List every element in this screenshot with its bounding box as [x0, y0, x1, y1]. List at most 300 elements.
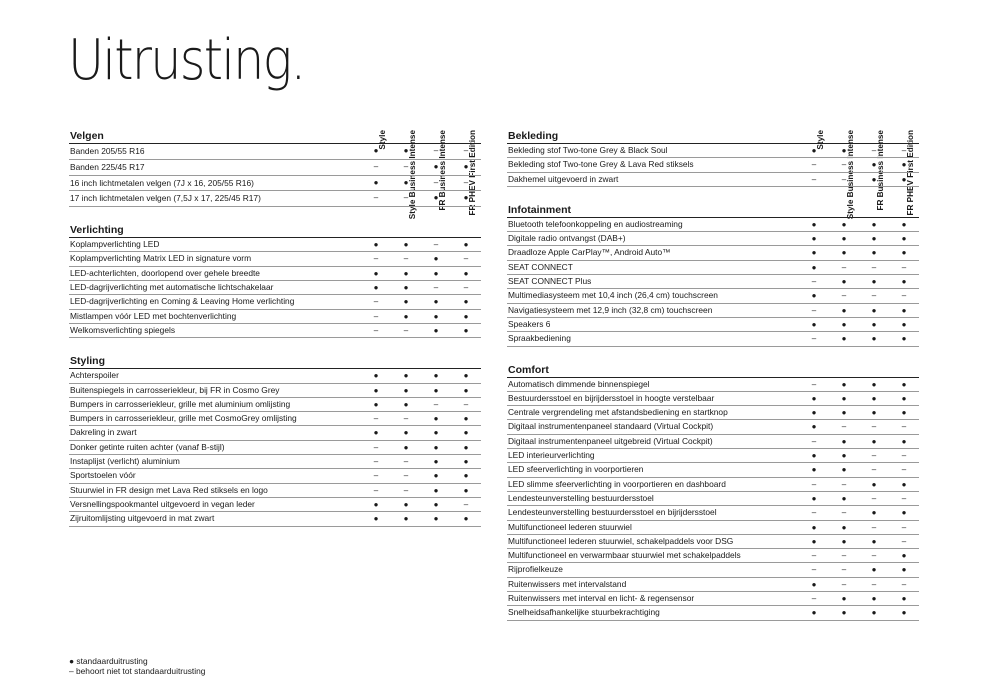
- not-standard-dash-icon: –: [403, 485, 409, 495]
- table-row: [507, 158, 919, 172]
- not-standard-dash-icon: –: [901, 262, 907, 272]
- feature-label: Digitaal instrumentenpaneel uitgebreid (Virtual Cockpit): [508, 435, 713, 446]
- table-row: [507, 289, 919, 303]
- not-standard-dash-icon: –: [841, 579, 847, 589]
- not-standard-dash-icon: –: [373, 254, 379, 264]
- not-standard-dash-icon: –: [871, 522, 877, 532]
- table-row: [507, 232, 919, 246]
- standard-dot-icon: ●: [901, 594, 907, 604]
- standard-dot-icon: ●: [373, 499, 379, 509]
- table-row: [507, 332, 919, 346]
- table-row: [507, 549, 919, 563]
- standard-dot-icon: ●: [841, 379, 847, 389]
- standard-dot-icon: ●: [901, 234, 907, 244]
- standard-dot-icon: ●: [463, 161, 469, 171]
- standard-dot-icon: ●: [841, 465, 847, 475]
- standard-dot-icon: ●: [841, 146, 847, 155]
- table-row: [69, 426, 481, 440]
- column-header-style: [367, 69, 397, 150]
- not-standard-dash-icon: –: [811, 479, 817, 489]
- section-verlichting: [69, 221, 481, 338]
- page-title: Uitrusting.: [68, 28, 305, 93]
- not-standard-dash-icon: –: [841, 262, 847, 272]
- not-standard-dash-icon: –: [901, 522, 907, 532]
- table-row: [69, 512, 481, 526]
- standard-dot-icon: ●: [901, 393, 907, 403]
- section-title: Verlichting: [70, 224, 124, 237]
- table-row: [507, 378, 919, 392]
- feature-label: Rijprofielkeuze: [508, 564, 563, 575]
- standard-dot-icon: ●: [871, 174, 877, 184]
- standard-dot-icon: ●: [811, 234, 817, 244]
- feature-label: 17 inch lichtmetalen velgen (7,5J x 17, 225/45 R17): [70, 193, 261, 204]
- standard-dot-icon: ●: [811, 219, 817, 229]
- not-standard-dash-icon: –: [373, 297, 379, 307]
- standard-dot-icon: ●: [901, 319, 907, 329]
- not-standard-dash-icon: –: [811, 379, 817, 389]
- standard-dot-icon: ●: [403, 297, 409, 307]
- table-row: [69, 295, 481, 309]
- not-standard-dash-icon: –: [433, 399, 439, 409]
- standard-dot-icon: ●: [463, 442, 469, 452]
- not-standard-dash-icon: –: [403, 161, 409, 171]
- feature-label: LED sfeerverlichting in voorportieren: [508, 464, 644, 475]
- standard-dot-icon: ●: [901, 479, 907, 489]
- feature-label: Snelheidsafhankelijke stuurbekrachtiging: [508, 607, 660, 618]
- section-header: [507, 361, 919, 378]
- column-header-label: Style Business Intense: [846, 130, 855, 220]
- standard-dot-icon: ●: [373, 268, 379, 278]
- column-header-label: FR Business Intense: [438, 130, 447, 211]
- not-standard-dash-icon: –: [463, 399, 469, 409]
- section-velgen: [69, 86, 481, 220]
- standard-dot-icon: ●: [871, 436, 877, 446]
- standard-dot-icon: ●: [841, 234, 847, 244]
- standard-dot-icon: ●: [871, 508, 877, 518]
- standard-dot-icon: ●: [841, 408, 847, 418]
- standard-dot-icon: ●: [463, 193, 469, 203]
- not-standard-dash-icon: –: [841, 422, 847, 432]
- table-row: [507, 435, 919, 449]
- feature-label: Spraakbediening: [508, 333, 571, 344]
- section-title: Bekleding: [508, 130, 559, 142]
- standard-dot-icon: ●: [871, 565, 877, 575]
- standard-dot-icon: ●: [841, 219, 847, 229]
- not-standard-dash-icon: –: [841, 479, 847, 489]
- not-standard-dash-icon: –: [373, 442, 379, 452]
- feature-label: Dakhemel uitgevoerd in zwart: [508, 173, 619, 184]
- feature-label: Multifunctioneel lederen stuurwiel, schakelpaddels voor DSG: [508, 535, 734, 546]
- feature-label: Ruitenwissers met interval en licht- & regensensor: [508, 593, 695, 604]
- not-standard-dash-icon: –: [403, 471, 409, 481]
- feature-label: Automatisch dimmende binnenspiegel: [508, 378, 650, 389]
- standard-dot-icon: ●: [403, 371, 409, 381]
- not-standard-dash-icon: –: [901, 146, 907, 155]
- standard-dot-icon: ●: [841, 436, 847, 446]
- not-standard-dash-icon: –: [811, 277, 817, 287]
- standard-dot-icon: ●: [433, 414, 439, 424]
- not-standard-dash-icon: –: [403, 325, 409, 335]
- table-row: [507, 592, 919, 606]
- standard-dot-icon: ●: [901, 174, 907, 184]
- feature-label: Bumpers in carrosseriekleur, grille met CosmoGrey omlijsting: [70, 413, 297, 424]
- not-standard-dash-icon: –: [901, 451, 907, 461]
- standard-dot-icon: ●: [841, 319, 847, 329]
- section-comfort: [507, 361, 919, 621]
- standard-dot-icon: ●: [811, 451, 817, 461]
- not-standard-dash-icon: –: [463, 499, 469, 509]
- not-standard-dash-icon: –: [901, 579, 907, 589]
- column-header-label: FR PHEV First Edition: [906, 130, 915, 216]
- standard-dot-icon: ●: [373, 399, 379, 409]
- not-standard-dash-icon: –: [871, 493, 877, 503]
- standard-dot-icon: ●: [841, 305, 847, 315]
- not-standard-dash-icon: –: [871, 146, 877, 155]
- not-standard-dash-icon: –: [901, 291, 907, 301]
- standard-dot-icon: ●: [403, 442, 409, 452]
- column-header-label: Style: [816, 130, 825, 150]
- standard-dot-icon: ●: [433, 371, 439, 381]
- not-standard-dash-icon: –: [463, 146, 469, 155]
- not-standard-dash-icon: –: [433, 146, 439, 155]
- not-standard-dash-icon: –: [433, 283, 439, 293]
- standard-dot-icon: ●: [433, 297, 439, 307]
- table-row: [69, 191, 481, 207]
- not-standard-dash-icon: –: [841, 551, 847, 561]
- feature-label: Multifunctioneel lederen stuurwiel: [508, 521, 632, 532]
- not-standard-dash-icon: –: [373, 325, 379, 335]
- column-header-style: [805, 69, 835, 150]
- standard-dot-icon: ●: [463, 514, 469, 524]
- standard-dot-icon: ●: [811, 579, 817, 589]
- feature-label: LED-dagrijverlichting met automatische lichtschakelaar: [70, 282, 274, 293]
- standard-dot-icon: ●: [811, 262, 817, 272]
- column-header-fr-phev-first-edition: [895, 69, 925, 216]
- standard-dot-icon: ●: [901, 551, 907, 561]
- standard-dot-icon: ●: [403, 428, 409, 438]
- standard-dot-icon: ●: [403, 311, 409, 321]
- standard-dot-icon: ●: [901, 160, 907, 170]
- not-standard-dash-icon: –: [871, 291, 877, 301]
- feature-label: Stuurwiel in FR design met Lava Red stiksels en logo: [70, 484, 268, 495]
- standard-dot-icon: ●: [841, 522, 847, 532]
- not-standard-dash-icon: –: [463, 283, 469, 293]
- section-title: Comfort: [508, 363, 549, 376]
- standard-dot-icon: ●: [811, 422, 817, 432]
- table-row: [69, 441, 481, 455]
- not-standard-dash-icon: –: [463, 177, 469, 187]
- feature-label: Bekleding stof Two-tone Grey & Lava Red stiksels: [508, 159, 694, 170]
- standard-dot-icon: ●: [811, 408, 817, 418]
- feature-label: Bluetooth telefoonkoppeling en audiostreaming: [508, 218, 683, 229]
- standard-dot-icon: ●: [433, 442, 439, 452]
- column-header-label: FR PHEV First Edition: [468, 130, 477, 216]
- standard-dot-icon: ●: [403, 385, 409, 395]
- standard-dot-icon: ●: [811, 465, 817, 475]
- standard-dot-icon: ●: [463, 297, 469, 307]
- feature-label: Achterspoiler: [70, 370, 119, 381]
- feature-label: Bumpers in carrosseriekleur, grille met aluminium omlijsting: [70, 398, 291, 409]
- standard-dot-icon: ●: [373, 385, 379, 395]
- not-standard-dash-icon: –: [811, 565, 817, 575]
- table-row: [69, 252, 481, 266]
- equipment-column-right: [507, 86, 919, 635]
- not-standard-dash-icon: –: [811, 551, 817, 561]
- table-row: [507, 492, 919, 506]
- standard-dot-icon: ●: [901, 277, 907, 287]
- standard-dot-icon: ●: [463, 240, 469, 250]
- feature-label: Bestuurdersstoel en bijrijdersstoel in hoogte verstelbaar: [508, 392, 715, 403]
- not-standard-dash-icon: –: [811, 160, 817, 170]
- standard-dot-icon: ●: [811, 319, 817, 329]
- feature-label: Dakreling in zwart: [70, 427, 137, 438]
- standard-dot-icon: ●: [871, 608, 877, 618]
- table-row: [507, 261, 919, 275]
- section-header: [69, 221, 481, 238]
- standard-dot-icon: ●: [811, 493, 817, 503]
- feature-label: Digitale radio ontvangst (DAB+): [508, 233, 626, 244]
- standard-dot-icon: ●: [403, 514, 409, 524]
- section-title: Infotainment: [508, 203, 571, 216]
- not-standard-dash-icon: –: [403, 193, 409, 203]
- table-row: [507, 218, 919, 232]
- standard-dot-icon: ●: [841, 277, 847, 287]
- column-header-fr-business-intense: [865, 69, 895, 211]
- table-row: [69, 238, 481, 252]
- not-standard-dash-icon: –: [811, 174, 817, 184]
- standard-dot-icon: ●: [871, 277, 877, 287]
- standard-dot-icon: ●: [433, 485, 439, 495]
- standard-dot-icon: ●: [841, 334, 847, 344]
- not-standard-dash-icon: –: [463, 254, 469, 264]
- standard-dot-icon: ●: [433, 499, 439, 509]
- column-header-fr-phev-first-edition: [457, 69, 487, 216]
- standard-dot-icon: ●: [433, 471, 439, 481]
- standard-dot-icon: ●: [463, 385, 469, 395]
- standard-dot-icon: ●: [463, 414, 469, 424]
- standard-dot-icon: ●: [811, 536, 817, 546]
- feature-label: Buitenspiegels in carrosseriekleur, bij FR in Cosmo Grey: [70, 384, 280, 395]
- feature-label: Digitaal instrumentenpaneel standaard (Virtual Cockpit): [508, 421, 714, 432]
- table-row: [69, 324, 481, 338]
- not-standard-dash-icon: –: [901, 536, 907, 546]
- table-row: [507, 563, 919, 577]
- standard-dot-icon: ●: [841, 248, 847, 258]
- section-header: [507, 201, 919, 218]
- feature-label: Lendesteunverstelling bestuurdersstoel: [508, 492, 654, 503]
- standard-dot-icon: ●: [811, 146, 817, 155]
- table-row: [507, 173, 919, 187]
- table-row: [507, 463, 919, 477]
- standard-dot-icon: ●: [901, 248, 907, 258]
- standard-dot-icon: ●: [463, 268, 469, 278]
- standard-dot-icon: ●: [433, 311, 439, 321]
- standard-dot-icon: ●: [871, 479, 877, 489]
- table-row: [507, 246, 919, 260]
- not-standard-dash-icon: –: [871, 551, 877, 561]
- table-row: [69, 398, 481, 412]
- table-row: [69, 160, 481, 176]
- feature-label: LED-achterlichten, doorlopend over gehele breedte: [70, 267, 260, 278]
- standard-dot-icon: ●: [901, 436, 907, 446]
- table-row: [507, 521, 919, 535]
- feature-label: 16 inch lichtmetalen velgen (7J x 16, 205/55 R16): [70, 177, 254, 188]
- feature-label: LED slimme sfeerverlichting in voorportieren en dashboard: [508, 478, 726, 489]
- table-row: [507, 578, 919, 592]
- standard-dot-icon: ●: [841, 608, 847, 618]
- not-standard-dash-icon: –: [901, 465, 907, 475]
- table-row: [507, 275, 919, 289]
- standard-dot-icon: ●: [841, 393, 847, 403]
- standard-dot-icon: ●: [403, 283, 409, 293]
- not-standard-dash-icon: –: [403, 414, 409, 424]
- feature-label: SEAT CONNECT Plus: [508, 276, 592, 287]
- standard-dot-icon: ●: [841, 594, 847, 604]
- standard-dot-icon: ●: [403, 240, 409, 250]
- standard-dot-icon: ●: [901, 508, 907, 518]
- not-standard-dash-icon: –: [373, 471, 379, 481]
- table-row: [69, 455, 481, 469]
- standard-dot-icon: ●: [433, 161, 439, 171]
- feature-label: Bekleding stof Two-tone Grey & Black Soul: [508, 145, 668, 155]
- section-title: Velgen: [70, 130, 104, 142]
- not-standard-dash-icon: –: [403, 457, 409, 467]
- standard-dot-icon: ●: [463, 371, 469, 381]
- table-row: [69, 267, 481, 281]
- standard-dot-icon: ●: [373, 177, 379, 187]
- legend: [69, 656, 205, 676]
- standard-dot-icon: ●: [463, 471, 469, 481]
- column-header-label: Style Business Intense: [408, 130, 417, 220]
- not-standard-dash-icon: –: [871, 579, 877, 589]
- feature-label: LED interieurverlichting: [508, 450, 595, 461]
- not-standard-dash-icon: –: [901, 422, 907, 432]
- standard-dot-icon: ●: [811, 291, 817, 301]
- not-standard-dash-icon: –: [433, 177, 439, 187]
- section-header: [69, 352, 481, 369]
- feature-label: Banden 205/55 R16: [70, 146, 145, 156]
- section-infotainment: [507, 201, 919, 347]
- feature-label: SEAT CONNECT: [508, 261, 573, 272]
- not-standard-dash-icon: –: [811, 436, 817, 446]
- feature-label: Navigatiesysteem met 12,9 inch (32,8 cm) touchscreen: [508, 304, 713, 315]
- standard-dot-icon: ●: [901, 608, 907, 618]
- feature-label: Zijruitomlijsting uitgevoerd in mat zwart: [70, 513, 215, 524]
- feature-label: Multimediasysteem met 10,4 inch (26,4 cm) touchscreen: [508, 290, 718, 301]
- not-standard-dash-icon: –: [841, 174, 847, 184]
- standard-dot-icon: ●: [871, 160, 877, 170]
- not-standard-dash-icon: –: [811, 305, 817, 315]
- standard-dot-icon: ●: [871, 234, 877, 244]
- table-row: [69, 310, 481, 324]
- table-row: [69, 484, 481, 498]
- standard-dot-icon: ●: [403, 146, 409, 155]
- standard-dot-icon: ●: [871, 248, 877, 258]
- standard-dot-icon: ●: [403, 268, 409, 278]
- standard-dot-icon: ●: [433, 325, 439, 335]
- standard-dot-icon: ●: [463, 485, 469, 495]
- standard-dot-icon: ●: [433, 268, 439, 278]
- table-row: [69, 369, 481, 383]
- feature-label: Mistlampen vóór LED met bochtenverlichting: [70, 310, 237, 321]
- standard-dot-icon: ●: [811, 248, 817, 258]
- not-standard-dash-icon: –: [841, 160, 847, 170]
- standard-dot-icon: ●: [373, 146, 379, 155]
- standard-dot-icon: ●: [463, 325, 469, 335]
- column-header-fr-business-intense: [427, 69, 457, 211]
- table-row: [507, 144, 919, 158]
- feature-label: Sportstoelen vóór: [70, 470, 136, 481]
- not-standard-dash-icon: –: [373, 161, 379, 171]
- column-header-style-business-intense: [397, 69, 427, 220]
- standard-dot-icon: ●: [841, 493, 847, 503]
- not-standard-dash-icon: –: [373, 311, 379, 321]
- feature-label: Lendesteunverstelling bestuurdersstoel en bijrijdersstoel: [508, 507, 717, 518]
- table-row: [507, 449, 919, 463]
- standard-dot-icon: ●: [811, 522, 817, 532]
- standard-dot-icon: ●: [901, 565, 907, 575]
- standard-dot-icon: ●: [871, 305, 877, 315]
- standard-dot-icon: ●: [871, 408, 877, 418]
- standard-dot-icon: ●: [871, 379, 877, 389]
- feature-label: Centrale vergrendeling met afstandsbediening en startknop: [508, 407, 728, 418]
- standard-dot-icon: ●: [433, 193, 439, 203]
- standard-dot-icon: ●: [403, 177, 409, 187]
- column-header-label: FR Business Intense: [876, 130, 885, 211]
- table-row: [507, 478, 919, 492]
- legend-standard: ● standaarduitrusting: [69, 656, 148, 666]
- table-row: [507, 420, 919, 434]
- table-row: [69, 384, 481, 398]
- table-row: [69, 144, 481, 160]
- not-standard-dash-icon: –: [871, 451, 877, 461]
- standard-dot-icon: ●: [811, 608, 817, 618]
- feature-label: Multifunctioneel en verwarmbaar stuurwiel met schakelpaddels: [508, 550, 741, 561]
- standard-dot-icon: ●: [433, 385, 439, 395]
- standard-dot-icon: ●: [841, 451, 847, 461]
- standard-dot-icon: ●: [901, 334, 907, 344]
- not-standard-dash-icon: –: [811, 594, 817, 604]
- standard-dot-icon: ●: [373, 240, 379, 250]
- feature-label: Instaplijst (verlicht) aluminium: [70, 456, 180, 467]
- standard-dot-icon: ●: [433, 254, 439, 264]
- not-standard-dash-icon: –: [373, 457, 379, 467]
- feature-label: Welkomsverlichting spiegels: [70, 324, 176, 335]
- standard-dot-icon: ●: [871, 393, 877, 403]
- table-row: [507, 304, 919, 318]
- standard-dot-icon: ●: [463, 428, 469, 438]
- standard-dot-icon: ●: [433, 457, 439, 467]
- standard-dot-icon: ●: [373, 514, 379, 524]
- feature-label: Versnellingspookmantel uitgevoerd in vegan leder: [70, 498, 255, 509]
- not-standard-dash-icon: –: [373, 485, 379, 495]
- section-title: Styling: [70, 355, 106, 368]
- not-standard-dash-icon: –: [841, 508, 847, 518]
- not-standard-dash-icon: –: [373, 414, 379, 424]
- not-standard-dash-icon: –: [433, 240, 439, 250]
- section-styling: [69, 352, 481, 526]
- column-header-style-business-intense: [835, 69, 865, 220]
- standard-dot-icon: ●: [901, 219, 907, 229]
- standard-dot-icon: ●: [871, 594, 877, 604]
- standard-dot-icon: ●: [433, 514, 439, 524]
- feature-label: Koplampverlichting LED: [70, 239, 160, 250]
- table-row: [507, 406, 919, 420]
- standard-dot-icon: ●: [373, 428, 379, 438]
- table-row: [69, 412, 481, 426]
- standard-dot-icon: ●: [433, 428, 439, 438]
- table-row: [507, 506, 919, 520]
